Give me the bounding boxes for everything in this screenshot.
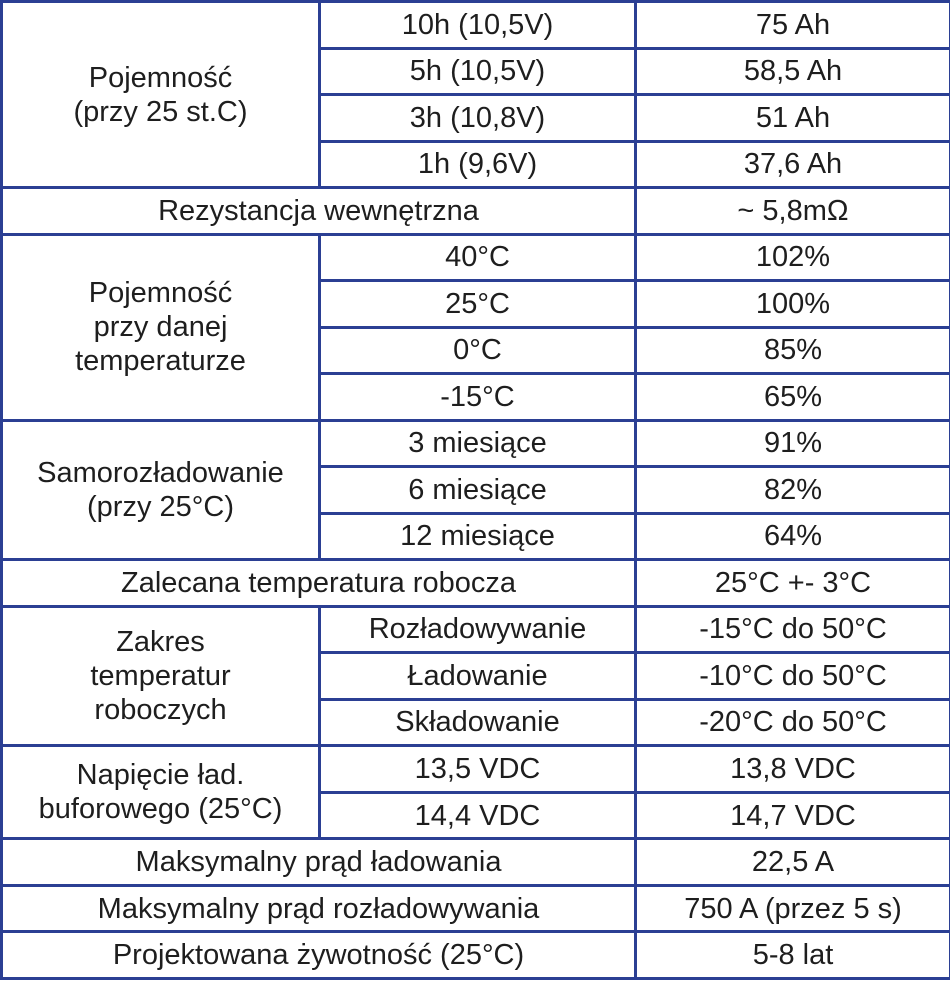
lifetime-label: Projektowana żywotność (25°C) (2, 932, 636, 979)
lifetime-value: 5-8 lat (636, 932, 950, 979)
resistance-value: ~ 5,8mΩ (636, 188, 950, 235)
self-discharge-label: Samorozładowanie (przy 25°C) (2, 420, 320, 560)
capacity-value: 75 Ah (636, 2, 950, 49)
capacity-condition: 3h (10,8V) (320, 95, 636, 142)
temp-capacity-label: Pojemność przy danej temperaturze (2, 234, 320, 420)
table-row (2, 2, 950, 49)
temp-capacity-value: 102% (636, 234, 950, 281)
temp-capacity-value: 65% (636, 374, 950, 421)
table-row (2, 420, 950, 467)
capacity-value: 51 Ah (636, 95, 950, 142)
capacity-value: 37,6 Ah (636, 141, 950, 188)
temp-capacity-condition: 40°C (320, 234, 636, 281)
recommended-temp-value: 25°C +- 3°C (636, 560, 950, 607)
table-row (2, 234, 950, 281)
resistance-label: Rezystancja wewnętrzna (2, 188, 636, 235)
capacity-condition: 1h (9,6V) (320, 141, 636, 188)
self-discharge-condition: 6 miesiące (320, 467, 636, 514)
capacity-condition: 10h (10,5V) (320, 2, 636, 49)
float-voltage-value: 13,8 VDC (636, 746, 950, 793)
operating-range-value: -15°C do 50°C (636, 606, 950, 653)
self-discharge-value: 82% (636, 467, 950, 514)
temp-capacity-value: 100% (636, 281, 950, 328)
temp-capacity-condition: 0°C (320, 327, 636, 374)
float-voltage-condition: 13,5 VDC (320, 746, 636, 793)
capacity-condition: 5h (10,5V) (320, 48, 636, 95)
max-discharge-value: 750 A (przez 5 s) (636, 885, 950, 932)
self-discharge-value: 64% (636, 513, 950, 560)
table-row (2, 188, 950, 235)
operating-range-condition: Rozładowywanie (320, 606, 636, 653)
table-row (2, 839, 950, 886)
operating-range-value: -10°C do 50°C (636, 653, 950, 700)
table-row (2, 885, 950, 932)
operating-range-value: -20°C do 50°C (636, 699, 950, 746)
table-row (2, 560, 950, 607)
float-voltage-condition: 14,4 VDC (320, 792, 636, 839)
operating-range-label: Zakres temperatur roboczych (2, 606, 320, 746)
max-charge-label: Maksymalny prąd ładowania (2, 839, 636, 886)
temp-capacity-condition: -15°C (320, 374, 636, 421)
table-row (2, 606, 950, 653)
capacity-label: Pojemność (przy 25 st.C) (2, 2, 320, 188)
operating-range-condition: Składowanie (320, 699, 636, 746)
table-row (2, 932, 950, 979)
self-discharge-condition: 3 miesiące (320, 420, 636, 467)
float-voltage-value: 14,7 VDC (636, 792, 950, 839)
temp-capacity-condition: 25°C (320, 281, 636, 328)
table-row (2, 746, 950, 793)
max-charge-value: 22,5 A (636, 839, 950, 886)
self-discharge-value: 91% (636, 420, 950, 467)
temp-capacity-value: 85% (636, 327, 950, 374)
recommended-temp-label: Zalecana temperatura robocza (2, 560, 636, 607)
max-discharge-label: Maksymalny prąd rozładowywania (2, 885, 636, 932)
float-voltage-label: Napięcie ład. buforowego (25°C) (2, 746, 320, 839)
self-discharge-condition: 12 miesiące (320, 513, 636, 560)
capacity-value: 58,5 Ah (636, 48, 950, 95)
operating-range-condition: Ładowanie (320, 653, 636, 700)
